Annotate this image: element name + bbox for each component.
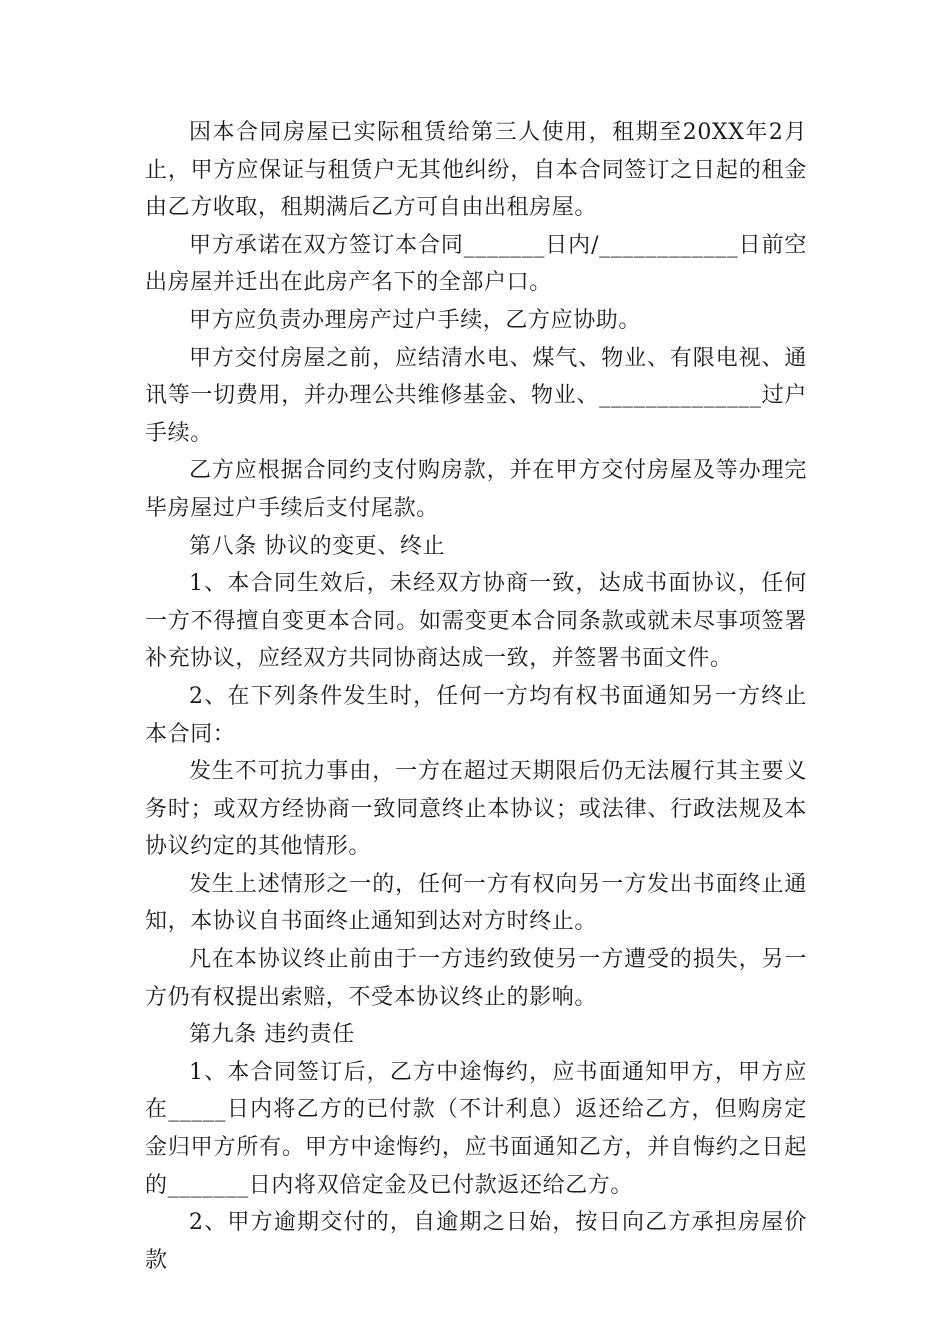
article-9-heading: 第九条 违约责任 [189,1022,355,1048]
paragraph-termination-notice: 发生上述情形之一的，任何一方有权向另一方发出书面终止通知，本协议自书面终止通知到达对方时终止。 [145,871,807,935]
article-8-heading: 第八条 协议的变更、终止 [189,533,446,559]
paragraph-claim-rights: 凡在本协议终止前由于一方违约致使另一方遭受的损失，另一方仍有权提出索赔，不受本协议终止的影响。 [145,947,807,1010]
document-body [145,114,807,1279]
paragraph-article-9-clause-1: 1、本合同签订后，乙方中途悔约，应书面通知甲方，甲方应在_____日内将乙方的已付款（不计利息）返还给乙方，但购房定金归甲方所有。甲方中途悔约，应书面通知乙方，并自悔约之日起的_______日内将双倍定金及已付款返还给乙方。 [145,1059,807,1198]
paragraph-payment: 乙方应根据合同约支付购房款，并在甲方交付房屋及等办理完毕房屋过户手续后支付尾款。 [145,458,807,521]
paragraph-article-8-clause-2: 2、在下列条件发生时，任何一方均有权书面通知另一方终止本合同： [145,683,807,747]
paragraph-vacate-promise: 甲方承诺在双方签订本合同_______日内/____________日前空出房屋并迁出在此房产名下的全部户口。 [145,232,807,296]
paragraph-rental-status: 因本合同房屋已实际租赁给第三人使用，租期至20XX年2月止，甲方应保证与租赁户无其他纠纷，自本合同签订之日起的租金由乙方收取，租期满后乙方可自由出租房屋。 [145,120,807,221]
paragraph-article-8-clause-1: 1、本合同生效后，未经双方协商一致，达成书面协议，任何一方不得擅自变更本合同。如需变更本合同条款或就未尽事项签署补充协议，应经双方共同协商达成一致，并签署书面文件。 [145,571,807,672]
paragraph-transfer-procedure: 甲方应负责办理房产过户手续，乙方应协助。 [189,307,642,333]
paragraph-article-9-clause-2: 2、甲方逾期交付的，自逾期之日始，按日向乙方承担房屋价款 [145,1210,807,1273]
paragraph-settle-fees: 甲方交付房屋之前，应结清水电、煤气、物业、有限电视、通讯等一切费用，并办理公共维修基金、物业、______________过户手续。 [145,345,807,446]
paragraph-force-majeure: 发生不可抗力事由，一方在超过天期限后仍无法履行其主要义务时；或双方经协商一致同意终止本协议；或法律、行政法规及本协议约定的其他情形。 [145,759,807,860]
